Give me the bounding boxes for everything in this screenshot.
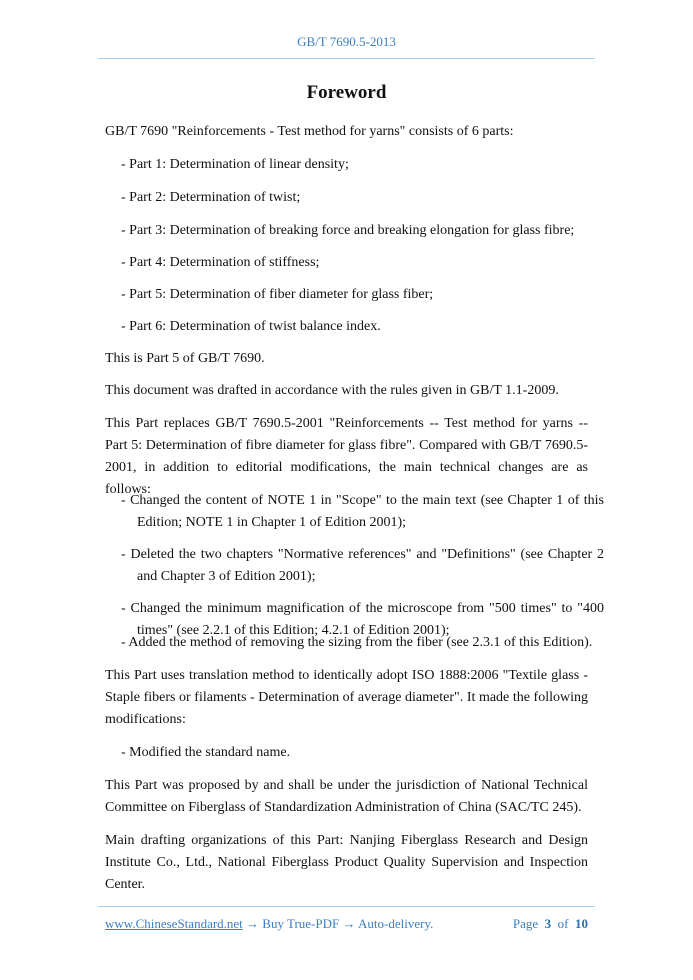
page-title: Foreword bbox=[306, 82, 387, 103]
intro-paragraph: GB/T 7690 "Reinforcements - Test method for yarns" consists of 6 parts: bbox=[105, 124, 514, 139]
header-doc-id: GB/T 7690.5-2013 bbox=[297, 34, 396, 49]
site-link[interactable]: www.ChineseStandard.net bbox=[105, 916, 243, 931]
paragraph-proposed: This Part was proposed by and shall be under the jurisdiction of National Technical Committee on Fiberglass of Standardization Administration of China (SAC/TC 245). bbox=[105, 778, 588, 815]
part-item: - Part 1: Determination of linear density; bbox=[121, 157, 349, 172]
part-item: - Part 4: Determination of stiffness; bbox=[121, 255, 320, 270]
change-item: - Changed the minimum magnification of the microscope from "500 times" to "400 times" (see 2.2.1 of this Edition; 4.2.1 of Edition 2001); bbox=[121, 601, 604, 638]
header-rule bbox=[98, 58, 595, 59]
paragraph-translation: This Part uses translation method to identically adopt ISO 1888:2006 "Textile glass - Staple fibers or filaments - Determination of average diameter". It made the following modifications: bbox=[105, 668, 588, 727]
paragraph-drafting: Main drafting organizations of this Part: Nanjing Fiberglass Research and Design Institute Co., Ltd., National Fiberglass Product Quality Supervision and Inspection Center. bbox=[105, 833, 588, 892]
footer-rule bbox=[98, 906, 595, 907]
paragraph-replaces: This Part replaces GB/T 7690.5-2001 "Reinforcements -- Test method for yarns -- Part 5: Determination of fibre diameter for glass fibre". Compared with GB/T 7690.5-2001, in addition to editorial modifications, the main technical changes are as follows: bbox=[105, 416, 588, 497]
paragraph-part5: This is Part 5 of GB/T 7690. bbox=[105, 351, 265, 366]
part-item: - Part 5: Determination of fiber diameter for glass fiber; bbox=[121, 287, 434, 302]
part-item: - Part 2: Determination of twist; bbox=[121, 190, 301, 205]
footer-tagline: → Buy True-PDF → Auto-delivery. bbox=[242, 916, 434, 931]
change-item: - Changed the content of NOTE 1 in "Scope" to the main text (see Chapter 1 of this Edition; NOTE 1 in Chapter 1 of Edition 2001); bbox=[121, 493, 604, 530]
footer bbox=[105, 916, 588, 932]
part-item: - Part 6: Determination of twist balance index. bbox=[121, 319, 381, 334]
page-indicator: Page 3 of 10 bbox=[512, 916, 588, 931]
paragraph-drafted: This document was drafted in accordance with the rules given in GB/T 1.1-2009. bbox=[105, 383, 559, 398]
modification-item: - Modified the standard name. bbox=[121, 745, 291, 760]
part-item: - Part 3: Determination of breaking force and breaking elongation for glass fibre; bbox=[121, 223, 575, 238]
change-item: - Deleted the two chapters "Normative references" and "Definitions" (see Chapter 2 and Chapter 3 of Edition 2001); bbox=[121, 547, 604, 584]
change-item: - Added the method of removing the sizing from the fiber (see 2.3.1 of this Edition). bbox=[121, 635, 593, 650]
